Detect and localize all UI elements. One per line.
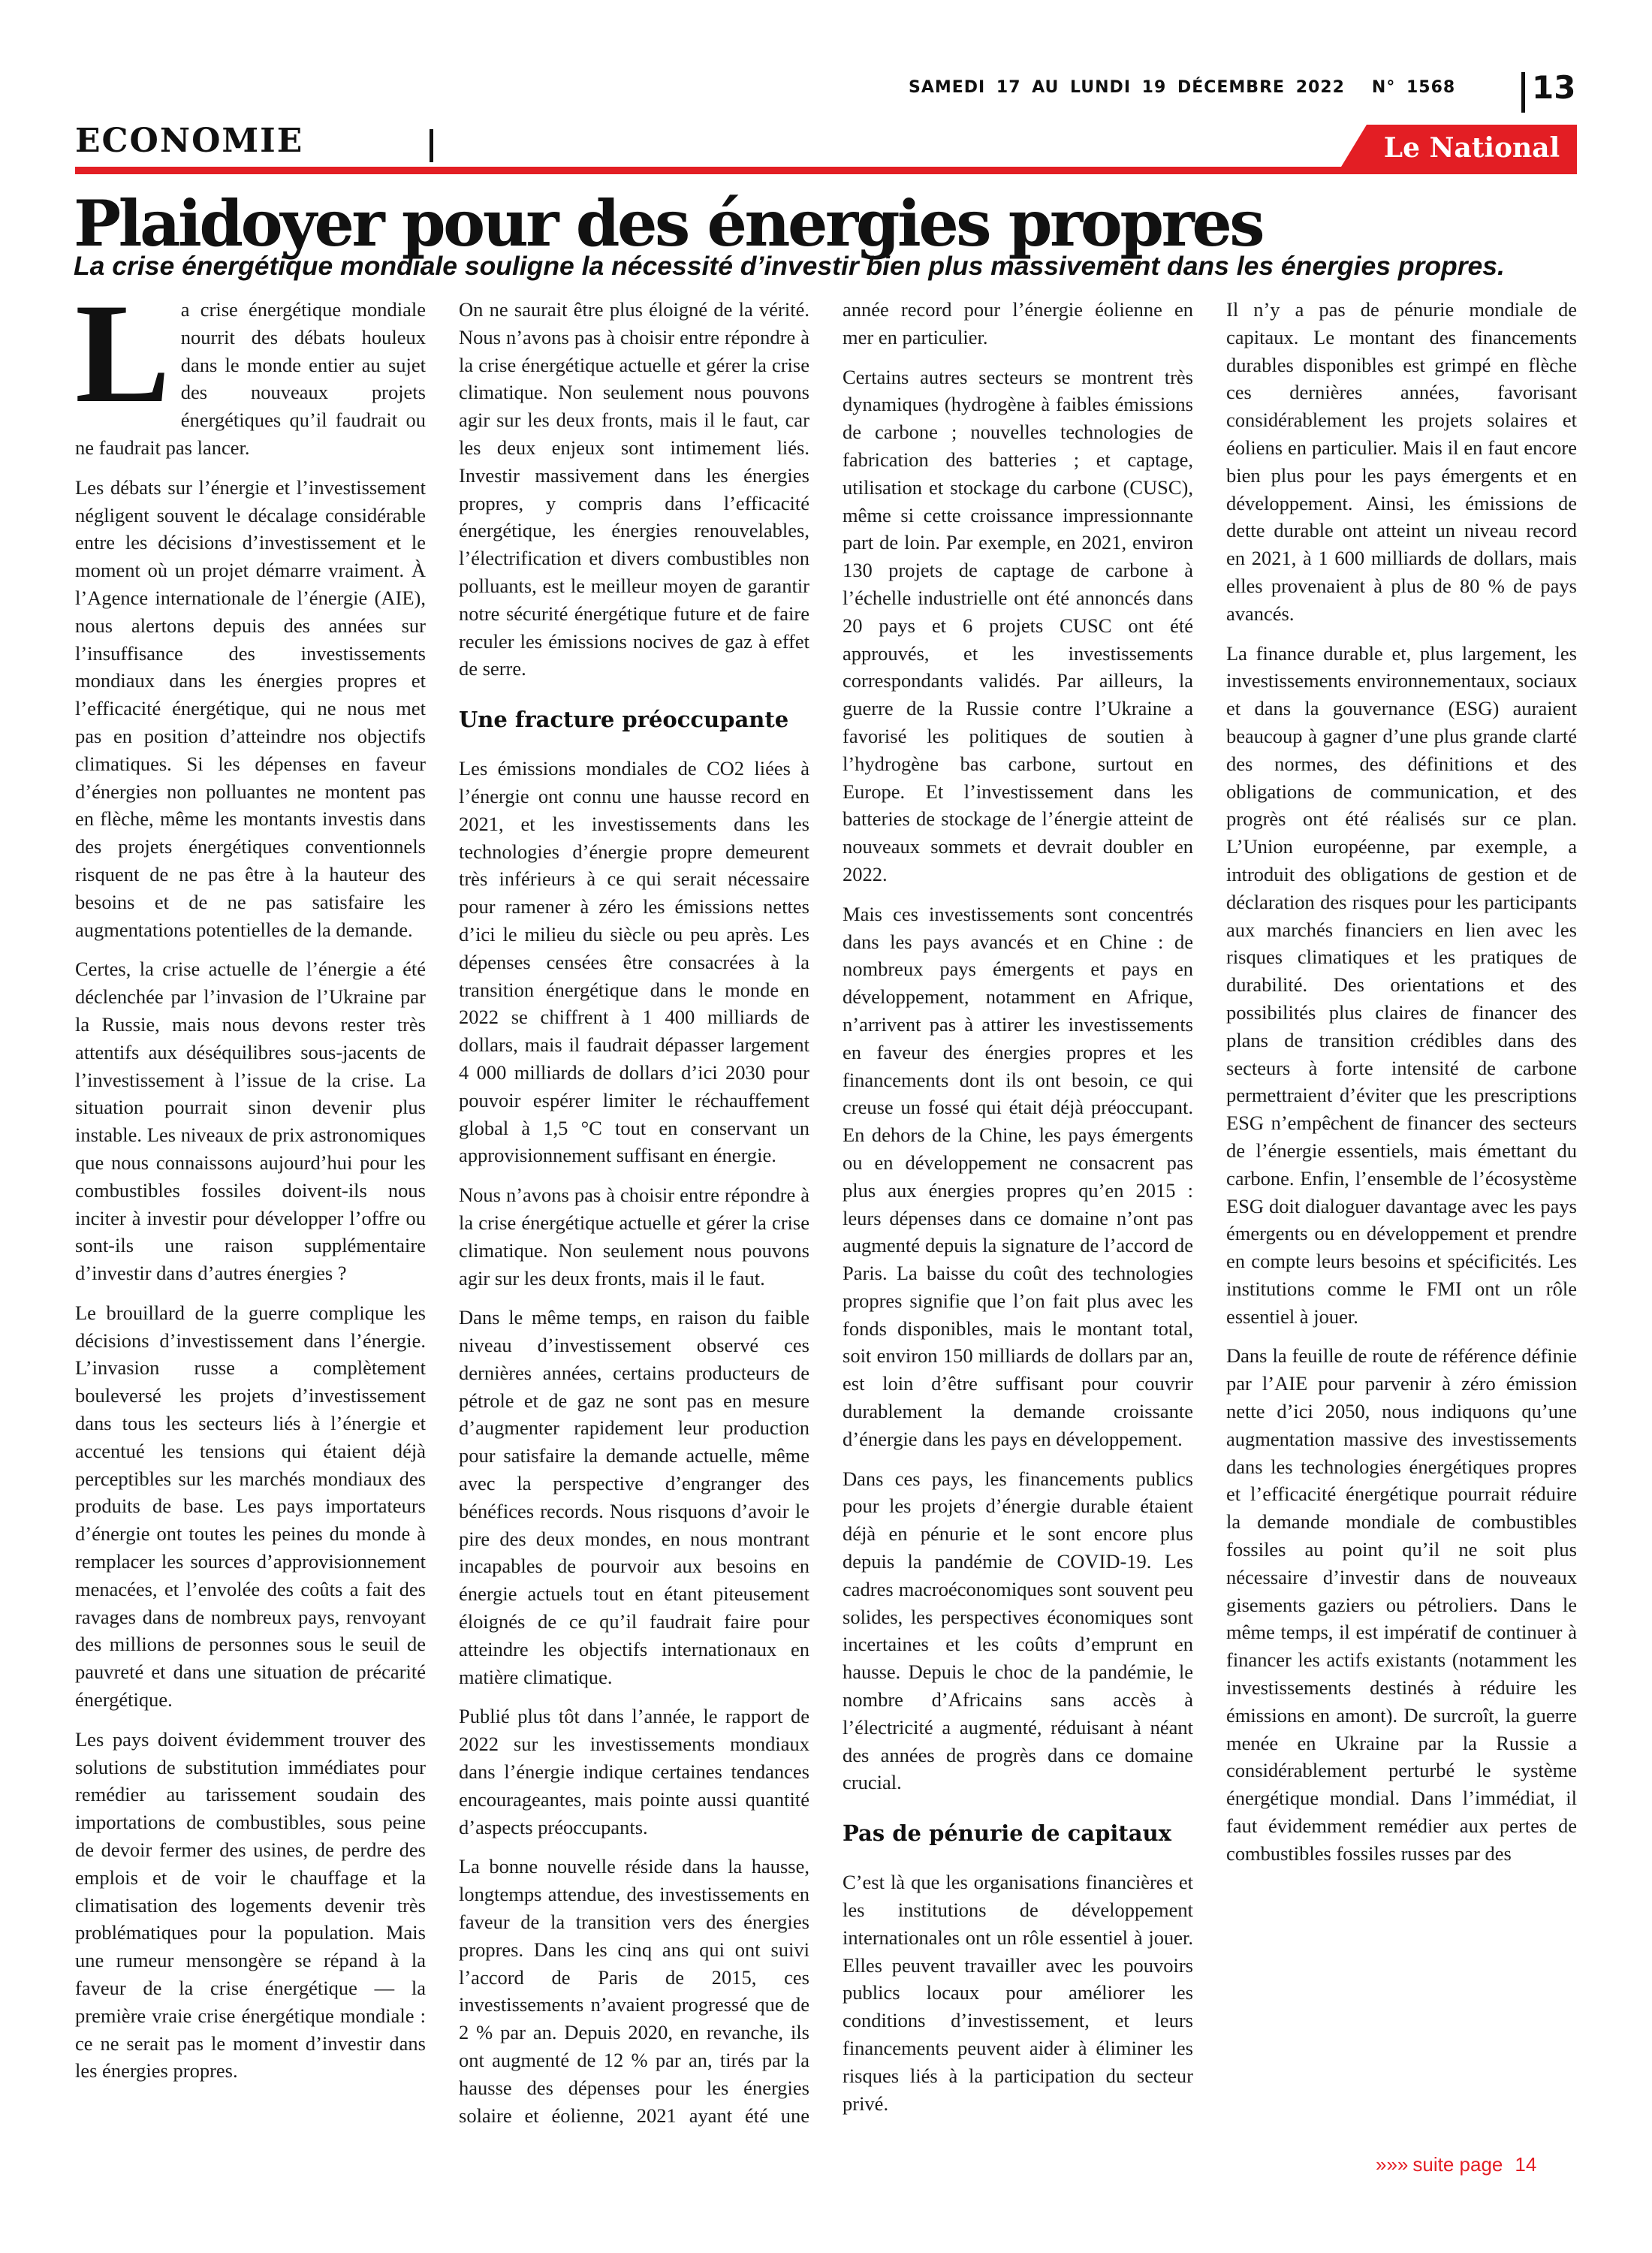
brand-name: Le National (1383, 132, 1560, 164)
issue-date: SAMEDI 17 AU LUNDI 19 DÉCEMBRE 2022 (909, 78, 1345, 97)
paragraph: Les émissions mondiales de CO2 liées à l’énergie ont connu une hausse record en 2021, et les investissements dans les technologies d’énergie propre demeurent très inférieurs à ce qui serait nécessaire pour ramener à zéro les émissions nettes d’ici le milieu du siècle ou peu après. Les dépenses censées être consacrées à la transition énergétique dans le monde en 2022 se chiffrent à 1 400 milliards de dollars, mais il faudrait dépasser largement 4 000 milliards de dollars d’ici 2030 pour pouvoir espérer limiter le réchauffement global à 1,5 °C tout en conservant un approvisionnement suffisant en énergie. (459, 757, 809, 1167)
dateline (909, 78, 1455, 97)
paragraph: C’est là que les organisations financières et les institutions de développement internationales ont un rôle essentiel à jouer. Elles peuvent travailler avec les pouvoirs publics locaux pour améliorer les conditions d’investissement, et leurs financements peuvent aider à éliminer les risques liés à la participation du secteur privé. (843, 1871, 1193, 2115)
paragraph: La crise énergétique mondiale nourrit des débats houleux dans le monde entier au sujet des nouveaux projets énergétiques qu’il faudrait ou ne faudrait pas lancer. (75, 275, 426, 459)
paragraph: La finance durable et, plus largement, les investissements environnementaux, sociaux et dans la gouvernance (ESG) auraient beaucoup à gagner d’une plus grande clarté des normes, des définitions et des obligations de communication, et des progrès ont été réalisés sur ce plan. L’Union européenne, par exemple, a introduit des obligations de gestion et de déclaration des risques pour les participants aux marchés financiers en lien avec les risques climatiques et les pratiques de durabilité. Des orientations et des possibilités plus claires de financer des plans de transition crédibles dans des secteurs à forte intensité de carbone permettraient d’éviter que les prescriptions ESG n’empêchent de financer des secteurs de l’énergie essentiels, mais émettant du carbone. Enfin, l’ensemble de l’écosystème ESG doit dialoguer davantage avec les pays émergents ou en développement et prendre en compte leurs besoins et spécificités. Les institutions comme le FMI ont un rôle essentiel à jouer. (1226, 641, 1577, 1328)
page-number: 13 (1532, 69, 1576, 106)
continued-page-number: 14 (1515, 2153, 1537, 2176)
continued-link[interactable] (1376, 2153, 1536, 2176)
subheadline: La crise énergétique mondiale souligne la nécessité d’investir bien plus massivement dans les énergies propres. (74, 251, 1505, 281)
paragraph: Mais ces investissements sont concentrés dans les pays avancés et en Chine : de nombreux pays émergents et pays en développement, notamment en Afrique, n’arrivent pas à attirer les investissements en faveur des énergies propres et les financements dont ils ont besoin, ce qui creuse un fossé qui était déjà préoccupant. En dehors de la Chine, les pays émergents ou en développement ne consacrent pas plus aux énergies propres qu’en 2015 : leurs dépenses dans ce domaine n’ont pas augmenté depuis la signature de l’accord de Paris. La baisse du coût des technologies propres signifie que l’on fait plus avec les fonds disponibles, mais le montant total, soit environ 150 milliards de dollars par an, est loin d’être suffisant pour couvrir durablement la demande croissante d’énergie dans les pays en développement. (843, 902, 1193, 1450)
subheading: Pas de pénurie de capitaux (843, 1820, 1171, 1847)
paragraph: On ne saurait être plus éloigné de la vérité. Nous n’avons pas à choisir entre répondre à la crise énergétique actuelle et gérer la crise climatique. Non seulement nous pouvons agir sur les deux fronts, mais il le faut, car les deux enjeux sont intimement liés. Investir massivement dans les énergies propres, y compris dans l’efficacité énergétique, les énergies renouvelables, l’électrification et divers combustibles non polluants, est le meilleur moyen de garantir notre sécurité énergétique future et de faire reculer les émissions nocives de gaz à effet de serre. (459, 298, 809, 680)
paragraph: Les pays doivent évidemment trouver des solutions de substitution immédiates pour remédier au tarissement soudain des importations de combustibles, sous peine de devoir fermer des usines, de perdre des emplois et de voir le chauffage et la climatisation des logements devenir très problématiques pour la population. Mais une rumeur mensongère se répand à la faveur de la crise énergétique — la première vraie crise énergétique mondiale : ce ne serait pas le moment d’investir dans les énergies propres. (75, 1727, 426, 2083)
chevrons-icon: »»» (1376, 2153, 1409, 2176)
continued-label: suite page (1412, 2153, 1503, 2176)
paragraph: Certes, la crise actuelle de l’énergie a été déclenchée par l’invasion de l’Ukraine par la Russie, mais nous devons rester très attentifs aux déséquilibres sous-jacents de l’investissement à l’issue de la crise. La situation pourrait sinon devenir plus instable. Les niveaux de prix astronomiques que nous connaissons aujourd’hui pour les combustibles fossiles doivent-ils nous inciter à investir pour développer l’offre ou sont-ils une raison supplémentaire d’investir dans d’autres énergies ? (75, 958, 426, 1285)
subheading: Une fracture préoccupante (459, 707, 789, 733)
paragraph: Certains autres secteurs se montrent très dynamiques (hydrogène à faibles émissions de carbone ; nouvelles technologies de fabrication des batteries ; et captage, utilisation et stockage du carbone (CUSC), même si cette croissance impressionnante part de loin. Par exemple, en 2021, environ 130 projets de captage de carbone à l’échelle industrielle ont été annoncés dans 20 pays et 6 projets CUSC ont été approuvés, et les investissements correspondants validés. Par ailleurs, la guerre de la Russie contre l’Ukraine a favorisé les politiques de soutien à l’hydrogène bas carbone, surtout en Europe. Et l’investissement dans les batteries de stockage de l’énergie atteint de nouveaux sommets et devrait doubler en 2022. (843, 365, 1193, 885)
paragraph: Publié plus tôt dans l’année, le rapport de 2022 sur les investissements mondiaux dans l’énergie indique certaines tendances encourageantes, mais pointe aussi quantité d’aspects préoccupants. (459, 1705, 809, 1838)
section-divider (430, 129, 433, 162)
paragraph: Dans la feuille de route de référence définie par l’AIE pour parvenir à zéro émission nette d’ici 2050, nous indiquons qu’une augmentation massive des investissements dans les technologies énergétiques propres et l’efficacité énergétique pourrait réduire la demande mondiale de combustibles fossiles au point qu’il ne soit plus nécessaire d’investir dans de nouveaux gisements gaziers ou pétroliers. Dans le même temps, il est impératif de continuer à financer les actifs existants (notamment les investissements destinés à réduire les émissions en amont). De surcroît, la guerre menée en Ukraine par la Russie a considérablement perturbé le système énergétique mondial. Dans l’immédiat, il faut évidemment remédier aux pertes de combustibles fossiles russes par des (1226, 1344, 1577, 1865)
page-number-divider (1521, 72, 1525, 113)
paragraph: Dans le même temps, en raison du faible niveau d’investissement observé ces dernières années, certains producteurs de pétrole et de gaz ne sont pas en mesure d’augmenter rapidement leur production pour satisfaire la demande actuelle, même avec la perspective d’engranger des bénéfices records. Nous risquons d’avoir le pire des deux mondes, en nous montrant incapables de pourvoir aux besoins en énergie actuels tout en étant piteusement éloignés de ce qu’il faudrait faire pour atteindre les objectifs internationaux en matière climatique. (459, 1306, 809, 1688)
paragraph: Il n’y a pas de pénurie mondiale de capitaux. Le montant des financements durables disponibles est grimpé en flèche ces dernières années, favorisant considérablement les projets solaires et éoliens en particulier. Mais il en faut encore bien plus pour les pays émergents et en développement. Ainsi, les émissions de dette durable ont atteint un niveau record en 2021, à 1 600 milliards de dollars, mais elles provenaient à plus de 80 % de pays avancés. (1226, 298, 1577, 625)
issue-number: N° 1568 (1371, 78, 1456, 97)
paragraph: Dans ces pays, les financements publics pour les projets d’énergie durable étaient déjà en pénurie et le sont encore plus depuis la pandémie de COVID-19. Les cadres macroéconomiques sont souvent peu solides, les perspectives économiques sont incertaines et les coûts d’emprunt en hausse. Depuis le choc de la pandémie, le nombre d’Africains sans accès à l’électricité a augmenté, réduisant à néant des années de progrès dans ce domaine crucial. (843, 1467, 1193, 1794)
paragraph: La bonne nouvelle réside dans la hausse, longtemps attendue, des investissements en faveur de la transition vers des énergies propres. Dans les cinq ans qui ont suivi l’accord de Paris de 2015, ces investissements n’avaient progressé que de 2 % par an. Depuis 2020, en revanche, ils ont augmenté de 12 % par an, tirés par la hausse des dépenses pour les énergies solaire et éolienne, 2021 ayant été une année record pour l’énergie éolienne en mer en particulier. (459, 298, 1193, 2127)
section-title: ECONOMIE (75, 122, 304, 160)
paragraph: Le brouillard de la guerre complique les décisions d’investissement dans l’énergie. L’invasion russe a complètement bouleversé les projets d’investissement dans tous les secteurs liés à l’énergie et accentué les tensions qui étaient déjà perceptibles sur les marchés mondiaux des produits de base. Les pays importateurs d’énergie ont toutes les peines du monde à remplacer les sources d’approvisionnement menacées, et l’envolée des coûts a fait des ravages dans de nombreux pays, renvoyant des millions de personnes sous le seuil de pauvreté et dans une situation de précarité énergétique. (75, 1301, 426, 1712)
paragraph: Nous n’avons pas à choisir entre répondre à la crise énergétique actuelle et gérer la crise climatique. Non seulement nous pouvons agir sur les deux fronts, mais il le faut. (459, 1184, 809, 1289)
article-body (75, 275, 1577, 2140)
paragraph: Les débats sur l’énergie et l’investissement négligent souvent le décalage considérable entre les décisions d’investissement et le moment où un projet démarre vraiment. À l’Agence internationale de l’énergie (AIE), nous alertons depuis des années sur l’insuffisance des investissements mondiaux dans les énergies propres et l’efficacité énergétique, qui ne nous met pas en position d’atteindre nos objectifs climatiques. Si les dépenses en faveur d’énergies non polluantes ne montent pas en flèche, même les montants investis dans des projets énergétiques conventionnels risquent de ne pas être à la hauteur des besoins et de ne pas satisfaire les augmentations potentielles de la demande. (75, 475, 426, 941)
headline: Plaidoyer pour des énergies propres (74, 186, 1263, 261)
